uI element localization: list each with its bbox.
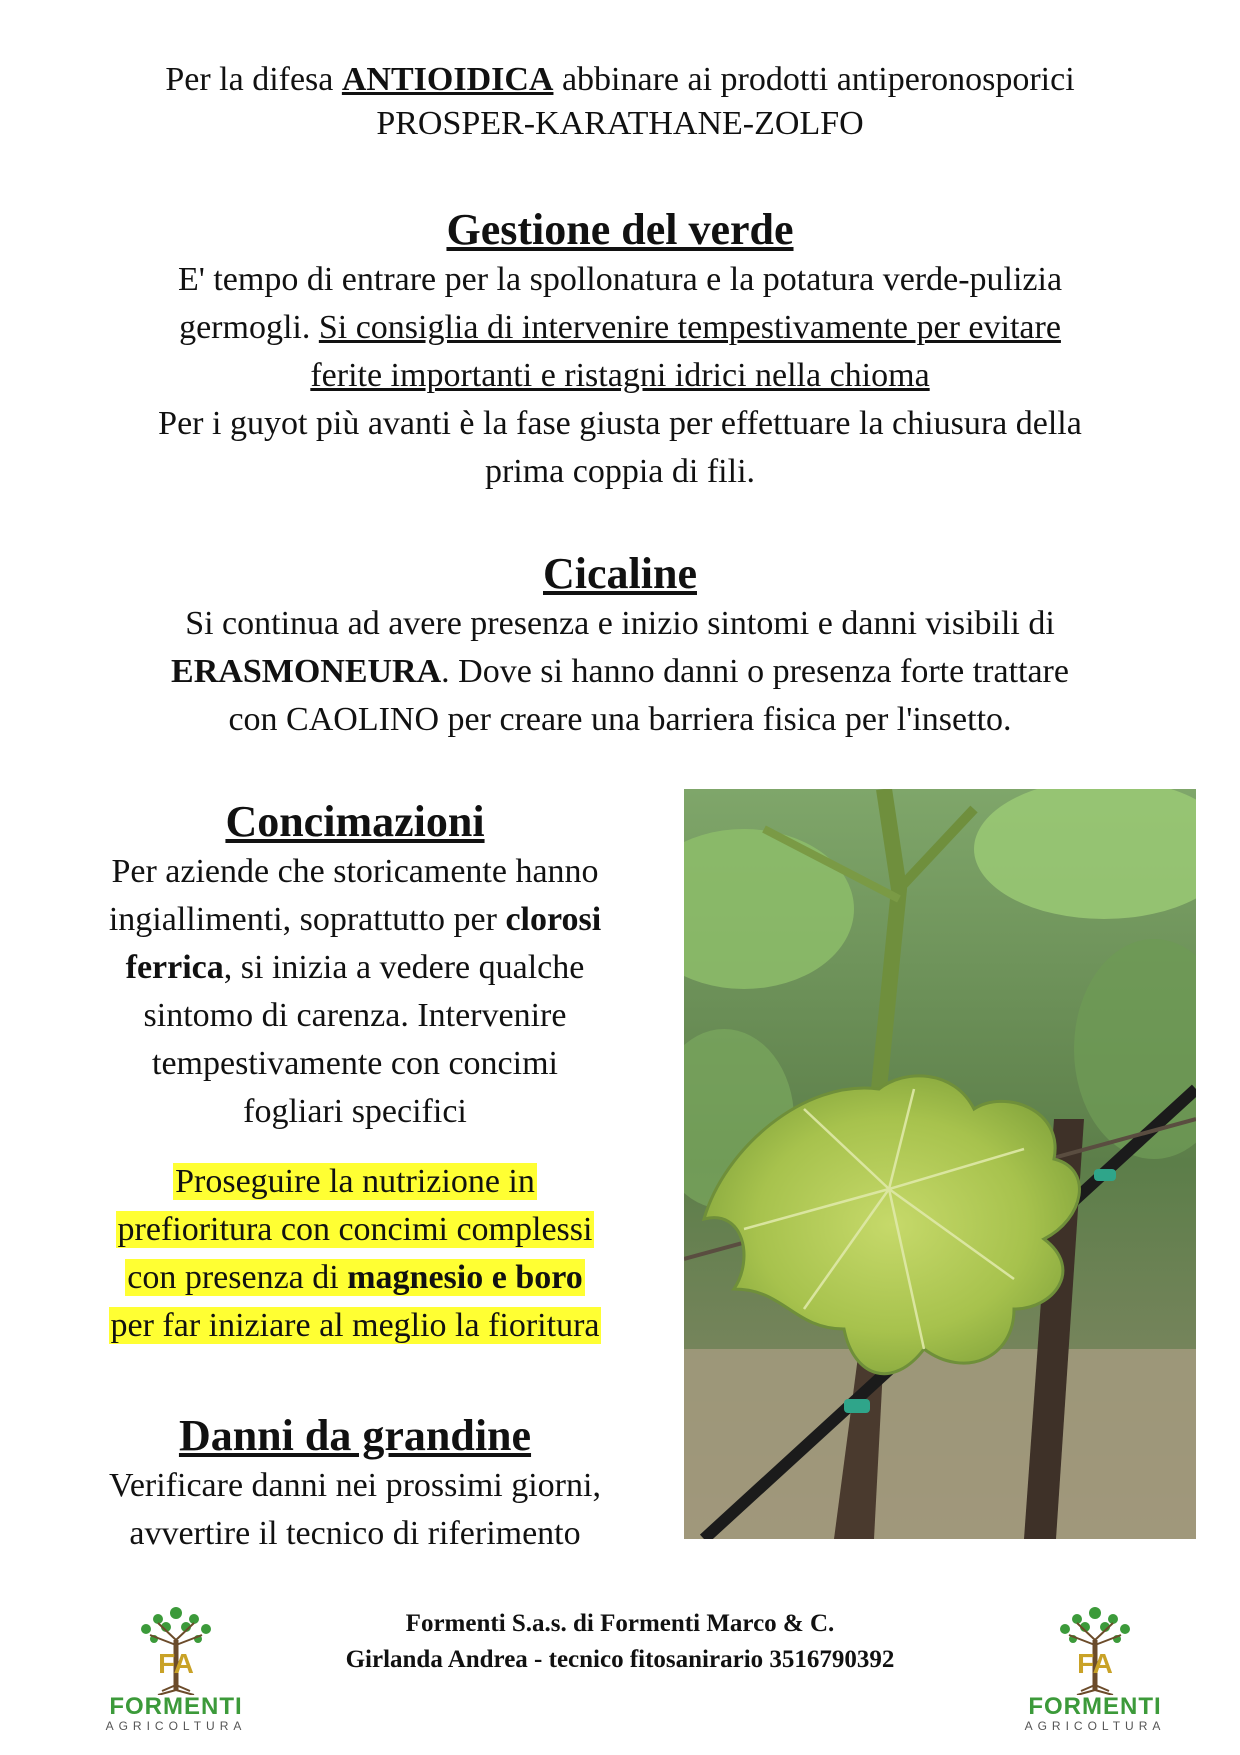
body-line: E' tempo di entrare per la spollonatura e la potatura verde-pulizia	[177, 261, 1063, 298]
section-body	[40, 848, 670, 1136]
underlined-text: ferite importanti e ristagni idrici nella chioma	[310, 357, 930, 394]
body-text: germogli.	[179, 309, 319, 346]
highlight-line: per far iniziare al meglio la fioritura	[110, 1307, 600, 1344]
underlined-text: Si consiglia di intervenire tempestivamente per evitare	[318, 309, 1061, 346]
formenti-logo	[1015, 1595, 1175, 1735]
section-body	[40, 600, 1200, 744]
body-line: Per aziende che storicamente hanno	[111, 853, 599, 890]
body-line	[40, 896, 670, 944]
section-grandine	[40, 1410, 670, 1558]
section-title: Cicaline	[543, 549, 697, 598]
body-text: con presenza di	[127, 1259, 348, 1296]
bold-text: ferrica	[125, 949, 224, 986]
highlight-line	[125, 1259, 584, 1296]
footer-contact	[270, 1606, 970, 1678]
intro-text-post: abbinare ai prodotti antiperonosporici	[553, 61, 1075, 98]
highlight-line: Proseguire la nutrizione in	[175, 1163, 535, 1200]
body-line: con CAOLINO per creare una barriera fisica per l'insetto.	[228, 701, 1012, 738]
logo-subtitle: AGRICOLTURA	[105, 1719, 247, 1733]
section-cicaline	[40, 548, 1200, 744]
section-title: Gestione del verde	[446, 205, 794, 254]
formenti-logo	[96, 1595, 256, 1735]
bold-text: magnesio e boro	[347, 1259, 583, 1296]
logo-name: FORMENTI	[1028, 1693, 1162, 1720]
body-line: tempestivamente con concimi	[152, 1045, 558, 1082]
footer-company: Formenti S.a.s. di Formenti Marco & C.	[405, 1610, 835, 1637]
body-text: ingiallimenti, soprattutto per	[108, 901, 506, 938]
body-text: . Dove si hanno danni o presenza forte trattare	[441, 653, 1069, 690]
body-line: Per i guyot più avanti è la fase giusta per effettuare la chiusura della	[158, 405, 1082, 442]
body-line: prima coppia di fili.	[484, 453, 756, 490]
body-line	[40, 944, 670, 992]
section-body	[40, 1462, 670, 1558]
intro-line-1	[40, 58, 1200, 102]
section-title: Danni da grandine	[178, 1411, 532, 1460]
intro-line-2: PROSPER-KARATHANE-ZOLFO	[376, 105, 864, 142]
vine-leaf-photo	[684, 789, 1196, 1539]
body-line: Verificare danni nei prossimi giorni,	[109, 1467, 601, 1504]
body-line: avvertire il tecnico di riferimento	[129, 1515, 581, 1552]
bold-text: clorosi	[505, 901, 602, 938]
intro-block	[40, 58, 1200, 146]
logo-name: FORMENTI	[109, 1693, 243, 1720]
tree-logo-icon	[1015, 1595, 1175, 1695]
pest-name: ERASMONEURA	[171, 653, 442, 690]
tree-logo-icon	[96, 1595, 256, 1695]
body-text: , si inizia a vedere qualche	[223, 949, 585, 986]
highlight-line: prefioritura con concimi complessi	[117, 1211, 593, 1248]
section-title: Concimazioni	[225, 797, 485, 846]
logo-initials: FA	[158, 1648, 194, 1679]
logo-subtitle: AGRICOLTURA	[1024, 1719, 1166, 1733]
footer-technician: Girlanda Andrea - tecnico fitosanirario 3516790392	[345, 1646, 895, 1673]
body-line: sintomo di carenza. Intervenire	[143, 997, 567, 1034]
body-line: Si continua ad avere presenza e inizio sintomi e danni visibili di	[185, 605, 1055, 642]
body-line	[40, 304, 1200, 352]
intro-keyword: ANTIOIDICA	[341, 61, 554, 98]
highlighted-note	[40, 1158, 670, 1350]
section-concimazioni	[40, 796, 670, 1350]
body-line: fogliari specifici	[243, 1093, 467, 1130]
section-body	[40, 256, 1200, 496]
section-gestione-verde	[40, 204, 1200, 496]
intro-text: Per la difesa	[165, 61, 342, 98]
body-line	[40, 648, 1200, 696]
logo-initials: FA	[1077, 1648, 1113, 1679]
vine-leaf-illustration	[684, 789, 1196, 1539]
